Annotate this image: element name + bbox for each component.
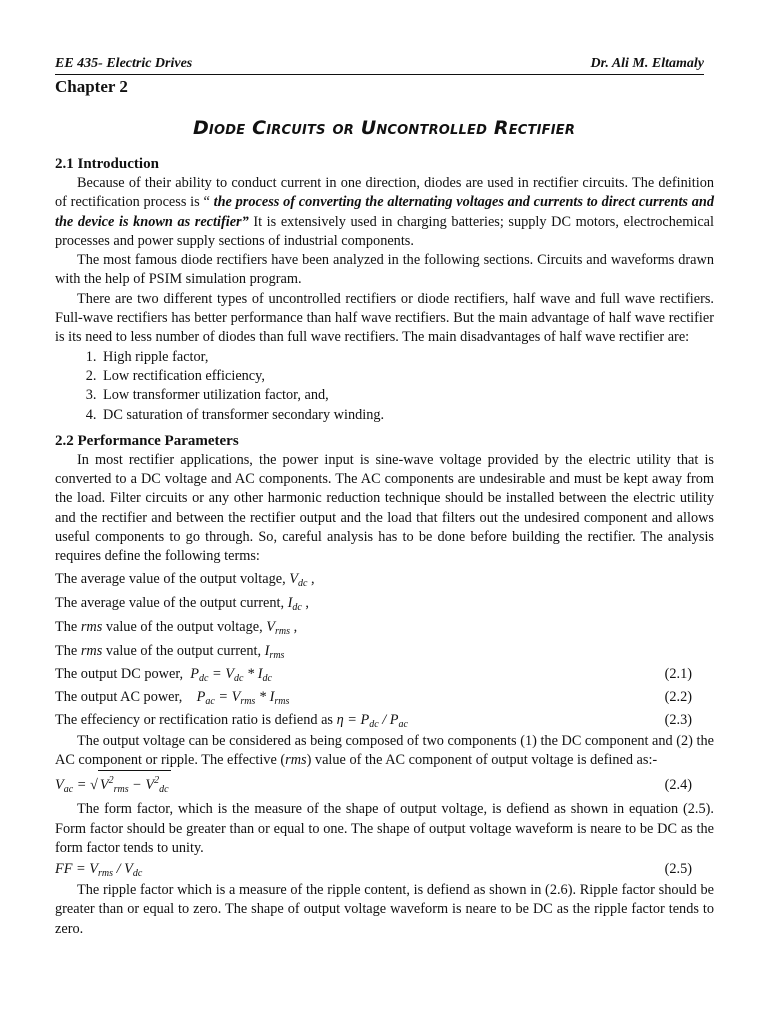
list-item: 3. Low transformer utilization factor, and, (100, 386, 714, 405)
paragraph-intro-1: Because of their ability to conduct current in one direction, diodes are used in rectifier circuits. The definition of rectification process is “ the process of converting the alternating voltages and currents to direct currents and the device is known as rectifier” It is extensively used in charging batteries; supply DC motors, electrochemical processes and power supply sections of industrial components. (55, 175, 715, 249)
equation-2-4: $V_{ac}$ = √ $V^2_{rms} - V^2_{dc}$ (2.4) (55, 770, 714, 800)
section-heading-performance: 2.2 Performance Parameters (55, 432, 239, 449)
equation-number: (2.1) (664, 665, 692, 682)
section-heading-introduction: 2.1 Introduction (55, 156, 159, 172)
chapter-label: Chapter 2 (55, 77, 128, 96)
equation-number: (2.3) (664, 711, 692, 728)
equation-number: (2.4) (664, 777, 692, 794)
term-irms: The rms value of the output current, $I_{rms}$ (55, 642, 285, 661)
equation-2-1: The output DC power, $P_{dc} = V_{dc} * I_{dc}$ (2.1) (55, 663, 714, 686)
equation-2-2: The output AC power, $P_{ac} = V_{rms} * I_{rms}$ (2.2) (55, 686, 714, 709)
author-name: Dr. Ali M. Eltamaly (590, 56, 704, 71)
rectification-definition: the process of converting the alternating voltages and currents to direct currents and the device is known as rectifier” (55, 194, 715, 230)
chapter-title: Diode Circuits or Uncontrolled Rectifier (192, 117, 576, 139)
term-vdc: The average value of the output voltage, $V_{dc}$ , (55, 570, 315, 589)
list-item: 4. DC saturation of transformer secondary winding. (100, 406, 714, 425)
course-title: EE 435- Electric Drives (55, 56, 193, 71)
paragraph-performance-1: In most rectifier applications, the power input is sine-wave voltage provided by the electric utility that is converted to a DC voltage and AC components. The AC components are undesirable and must be kept away from the load. Filter circuits or any other harmonic reduction technique should be installed between the electric utility and the rectifier and between the rectifier output and the load that filters out the undesired component and allows useful components to go through. So, careful analysis has to be done before building the rectifier. The analysis requires define the following terms: (55, 451, 714, 565)
list-item: 2. Low rectification efficiency, (100, 367, 714, 386)
equation-2-5: FF = $V_{rms} / V_{dc}$ (2.5) (55, 858, 714, 881)
paragraph-intro-2: The most famous diode rectifiers have been analyzed in the following sections. Circuits and waveforms drawn with the help of PSIM simulation program. (55, 252, 714, 288)
document-body (55, 153, 714, 939)
disadvantages-list (55, 348, 714, 425)
paragraph-performance-3: The form factor, which is the measure of the shape of output voltage, is defiend as shown in equation (2.5). Form factor should be greater than or equal to one. The shape of output voltage waveform is neare to be DC as the form factor tends to unity. (55, 801, 714, 856)
term-idc: The average value of the output current, $I_{dc}$ , (55, 594, 309, 613)
page-header (55, 56, 704, 75)
paragraph-performance-4: The ripple factor which is a measure of the ripple content, is defiend as shown in (2.6). Ripple factor should be greater than or equal to zero. The shape of output voltage waveform is neare to be DC as the ripple factor tends to zero. (55, 882, 714, 937)
equation-2-3: The effeciency or rectification ratio is defiend as $\eta = P_{dc} / P_{ac}$ (2.3) (55, 709, 714, 732)
paragraph-intro-3: There are two different types of uncontrolled rectifiers or diode rectifiers, half wave and full wave rectifiers. Full-wave rectifiers has better performance than half wave rectifiers. But the main advantage of half wave rectifier is its need to less number of diodes than full wave rectifiers. The main disadvantages of half wave rectifier are: (55, 290, 714, 346)
equation-number: (2.2) (664, 688, 692, 705)
equation-number: (2.5) (664, 861, 692, 878)
term-vrms: The rms value of the output voltage, $V_{rms}$ , (55, 618, 298, 637)
list-item: 1. High ripple factor, (100, 348, 714, 367)
paragraph-performance-2: The output voltage can be considered as being composed of two components (1) the DC component and (2) the AC component or ripple. The effective (rms) value of the AC component of output voltage is defined as:- (55, 732, 714, 768)
